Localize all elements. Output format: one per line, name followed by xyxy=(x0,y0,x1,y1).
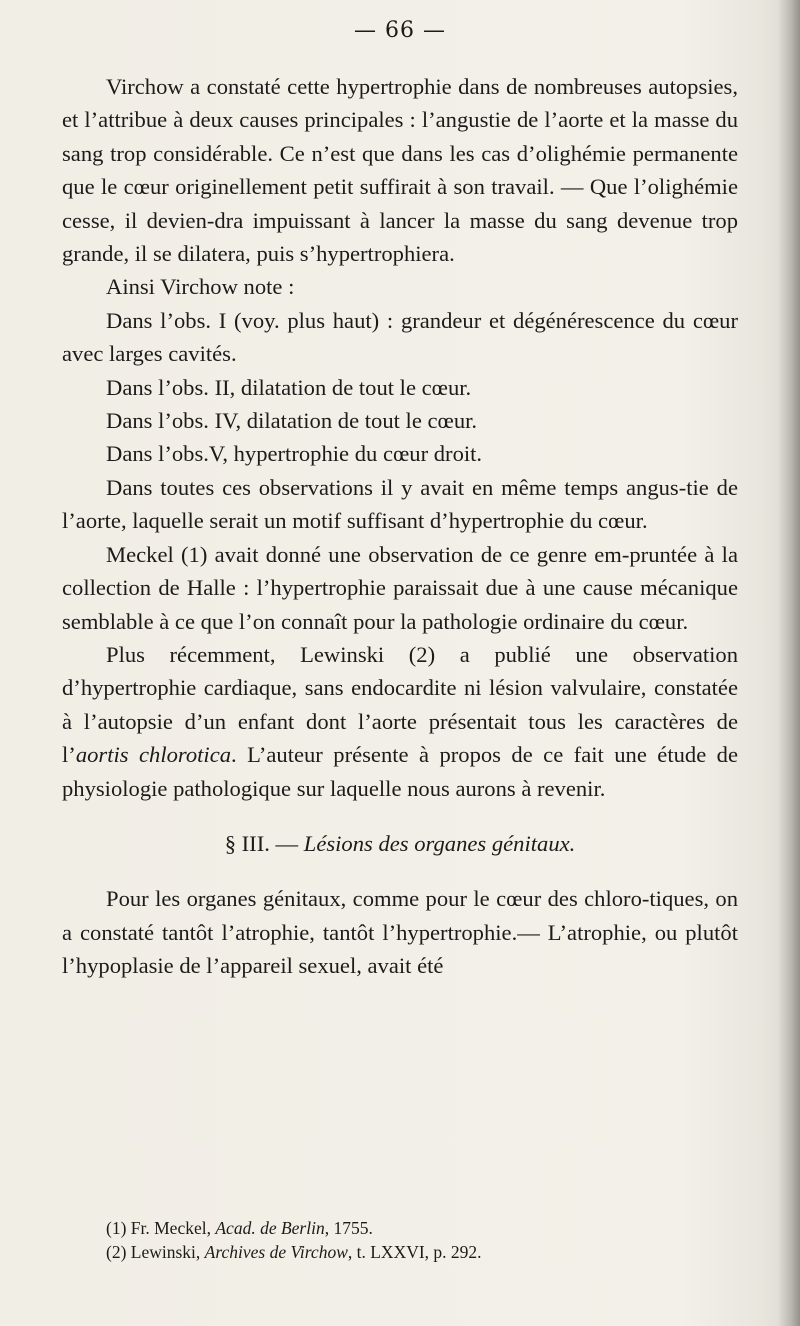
paragraph-lewinski xyxy=(62,638,738,805)
footnote-1 xyxy=(106,1216,726,1240)
footnote-author: Lewinski, xyxy=(130,1242,205,1262)
paragraph-organes-genitaux: Pour les organes génitaux, comme pour le cœur des chloro-tiques, on a constaté tantôt l’atrophie, tantôt l’hypertrophie.— L’atrophie, ou plutôt l’hypoplasie de l’appareil sexuel, avait été xyxy=(62,886,738,979)
body-text xyxy=(62,70,738,983)
page-number: — 66 — xyxy=(354,18,446,43)
paragraph-ainsi: Ainsi Virchow note : xyxy=(106,274,295,300)
footnote-author: Fr. Meckel, xyxy=(130,1218,216,1238)
paragraph-meckel: Meckel (1) avait donné une observation de ce genre em-pruntée à la collection de Halle : l’hypertrophie paraissait due à une cause mécanique semblable à ce que l’on connaît pour la pathologie ordinaire du cœur. xyxy=(62,541,738,634)
footnote-number: (2) xyxy=(106,1242,131,1262)
paragraph-virchow: Virchow a constaté cette hypertrophie dans de nombreuses autopsies, et l’attribue à deux causes principales : l’angustie de l’aorte et la masse du sang trop considérable. Ce n’est que dans les cas d’olighémie permanente que le cœur originellement petit suffirait à son travail. — Que l’olighémie cesse, il devien-dra impuissant à lancer la masse du sang devenue trop grande, il se dilatera, puis s’hypertrophiera. xyxy=(62,74,738,267)
section-heading-title: Lésions des organes génitaux. xyxy=(303,830,576,856)
lewinski-italic-term: aortis chlorotica xyxy=(75,742,232,768)
footnote-number: (1) xyxy=(106,1218,131,1238)
paragraph-obs-4: Dans l’obs. IV, dilatation de tout le cœur. xyxy=(106,408,478,434)
paragraph-angustie: Dans toutes ces observations il y avait en même temps angus-tie de l’aorte, laquelle serait un motif suffisant d’hypertrophie du cœur. xyxy=(62,474,738,534)
footnote-ref: , 1755. xyxy=(324,1218,373,1238)
footnote-work: Archives de Virchow xyxy=(204,1242,348,1262)
footnotes xyxy=(106,1216,726,1264)
paragraph-obs-2: Dans l’obs. II, dilatation de tout le cœur. xyxy=(106,374,472,400)
lewinski-text-end: . L’auteur présente à propos de ce fait une étude de physiologie pathologique sur laquelle nous aurons à revenir. xyxy=(62,742,738,801)
paragraph-obs-1: Dans l’obs. I (voy. plus haut) : grandeur et dégénérescence du cœur avec larges cavités. xyxy=(62,307,738,367)
paragraph-obs-5: Dans l’obs.V, hypertrophie du cœur droit. xyxy=(106,441,483,467)
lewinski-text-start: Plus récemment, Lewinski (2) a publié une observation d’hypertrophie cardiaque, sans endocardite ni lésion valvulaire, constatée à l’autopsie d’un enfant dont l’aorte présentait tous les caractères de l’ xyxy=(62,641,738,768)
footnote-2 xyxy=(106,1240,726,1264)
section-heading-number: § III. — xyxy=(224,830,304,856)
footnote-ref: , t. LXXVI, p. 292. xyxy=(347,1242,482,1262)
section-heading xyxy=(62,827,738,860)
footnote-work: Acad. de Berlin xyxy=(215,1218,325,1238)
page-edge-shadow xyxy=(778,0,800,1326)
